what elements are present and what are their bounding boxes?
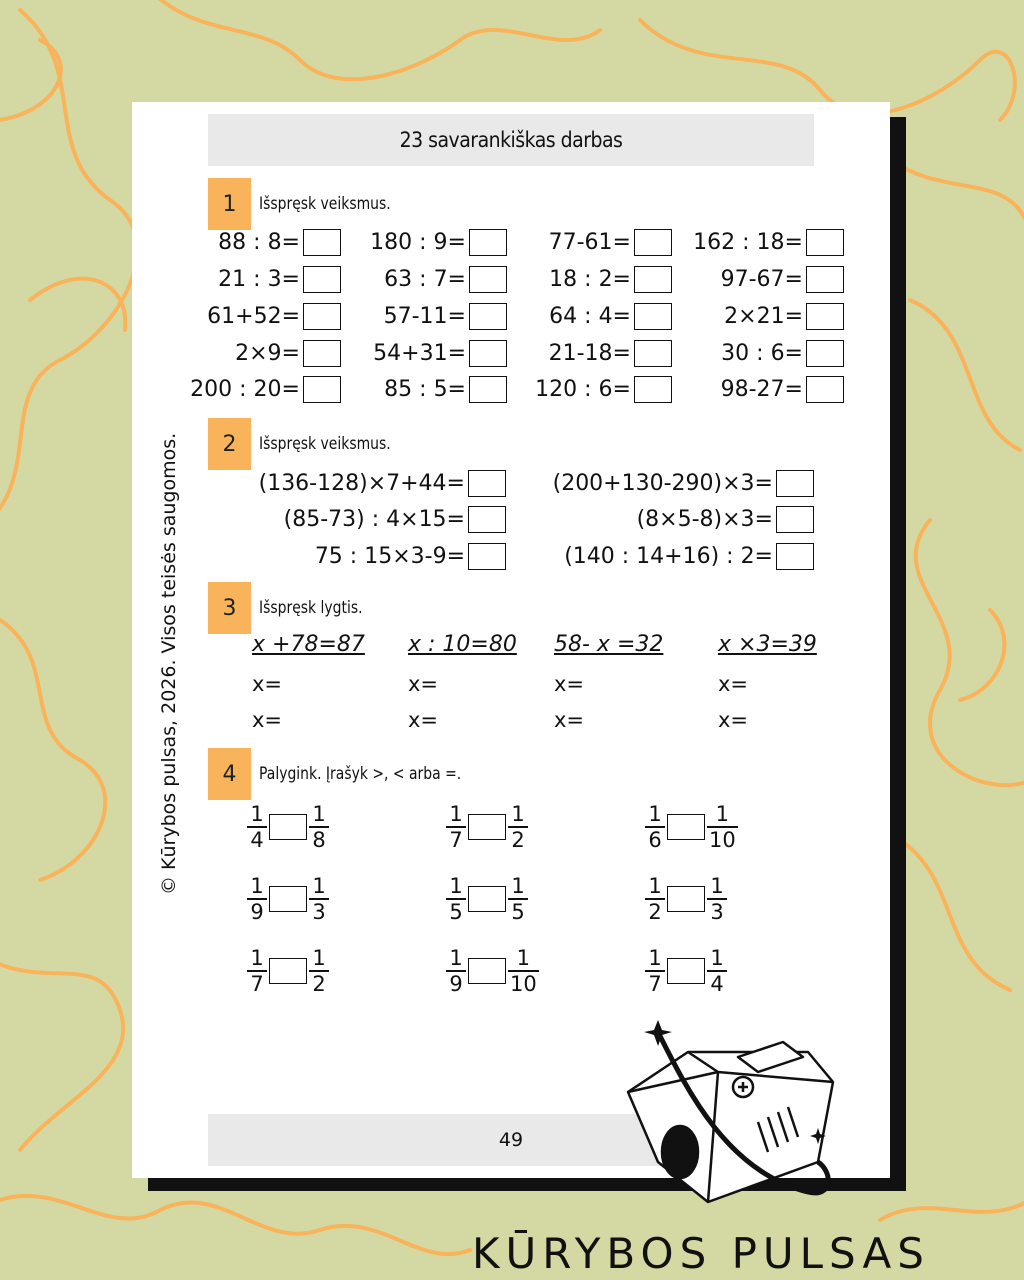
task-number: 4 xyxy=(208,748,251,800)
answer-box[interactable] xyxy=(806,229,844,256)
denominator: 9 xyxy=(449,972,463,996)
answer-box[interactable] xyxy=(303,303,341,330)
fraction xyxy=(707,874,727,924)
exercise xyxy=(724,303,844,330)
exercise-expression: (136-128)×7+44= xyxy=(258,471,465,496)
fraction xyxy=(247,946,267,996)
exercise-expression: 162 : 18= xyxy=(693,230,803,255)
page-title: 23 savarankiškas darbas xyxy=(208,114,814,166)
answer-box[interactable] xyxy=(634,340,672,367)
fraction xyxy=(508,802,528,852)
exercise-expression: 120 : 6= xyxy=(535,377,631,402)
equation: x +78=87 xyxy=(252,632,365,657)
exercise xyxy=(549,229,672,256)
comparison xyxy=(247,946,329,996)
answer-box[interactable] xyxy=(776,543,814,570)
equation: 58- x =32 xyxy=(554,632,664,657)
exercise xyxy=(259,470,506,497)
task-number: 3 xyxy=(208,582,251,634)
fraction xyxy=(446,874,466,924)
fraction xyxy=(508,874,528,924)
exercise xyxy=(218,266,341,293)
exercise-expression: (85-73) : 4×15= xyxy=(283,507,465,532)
exercise-expression: 85 : 5= xyxy=(384,377,466,402)
answer-label[interactable]: x= xyxy=(408,672,439,696)
denominator: 8 xyxy=(312,828,326,852)
numerator: 1 xyxy=(648,802,662,826)
numerator: 1 xyxy=(648,946,662,970)
exercise-expression: 2×21= xyxy=(724,304,803,329)
numerator: 1 xyxy=(312,874,326,898)
fraction xyxy=(309,874,329,924)
exercise-expression: 98-27= xyxy=(720,377,803,402)
answer-box[interactable] xyxy=(806,266,844,293)
task-instruction: Palygink. Įrašyk >, < arba =. xyxy=(259,764,462,784)
fraction xyxy=(446,802,466,852)
denominator: 4 xyxy=(710,972,724,996)
comparison xyxy=(645,946,727,996)
comparison-box[interactable] xyxy=(468,886,506,912)
answer-box[interactable] xyxy=(634,266,672,293)
denominator: 4 xyxy=(250,828,264,852)
numerator: 1 xyxy=(516,946,531,970)
comparison xyxy=(645,802,738,852)
exercise xyxy=(693,229,844,256)
denominator: 2 xyxy=(511,828,525,852)
denominator: 5 xyxy=(511,900,525,924)
exercise-expression: 75 : 15×3-9= xyxy=(314,544,465,569)
numerator: 1 xyxy=(648,874,662,898)
numerator: 1 xyxy=(715,802,730,826)
answer-box[interactable] xyxy=(806,303,844,330)
answer-box[interactable] xyxy=(469,229,507,256)
fraction xyxy=(645,802,665,852)
numerator: 1 xyxy=(511,802,525,826)
fraction xyxy=(645,874,665,924)
comparison xyxy=(446,802,528,852)
comparison-box[interactable] xyxy=(269,886,307,912)
comparison-box[interactable] xyxy=(269,958,307,984)
fraction xyxy=(309,802,329,852)
numerator: 1 xyxy=(250,802,264,826)
exercise xyxy=(564,543,814,570)
exercise xyxy=(235,340,341,367)
exercise xyxy=(315,543,506,570)
exercise xyxy=(637,506,814,533)
exercise xyxy=(721,340,844,367)
answer-label[interactable]: x= xyxy=(554,708,585,732)
task-4-header xyxy=(208,748,506,800)
answer-box[interactable] xyxy=(469,303,507,330)
answer-label[interactable]: x= xyxy=(408,708,439,732)
answer-label[interactable]: x= xyxy=(252,672,283,696)
exercise-expression: 21 : 3= xyxy=(218,267,300,292)
answer-box[interactable] xyxy=(634,303,672,330)
exercise xyxy=(218,229,341,256)
exercise xyxy=(384,303,507,330)
fraction xyxy=(707,946,727,996)
answer-box[interactable] xyxy=(468,506,506,533)
fraction xyxy=(508,946,539,996)
answer-box[interactable] xyxy=(303,266,341,293)
fraction xyxy=(645,946,665,996)
fraction xyxy=(446,946,466,996)
comparison-box[interactable] xyxy=(269,814,307,840)
fraction xyxy=(707,802,738,852)
exercise xyxy=(721,376,844,403)
denominator: 3 xyxy=(710,900,724,924)
answer-box[interactable] xyxy=(303,376,341,403)
answer-label[interactable]: x= xyxy=(554,672,585,696)
denominator: 10 xyxy=(510,972,537,996)
denominator: 6 xyxy=(648,828,662,852)
comparison xyxy=(645,874,727,924)
exercise-expression: (8×5-8)×3= xyxy=(636,507,773,532)
exercise xyxy=(284,506,506,533)
exercise-expression: 63 : 7= xyxy=(384,267,466,292)
numerator: 1 xyxy=(312,946,326,970)
exercise xyxy=(384,266,507,293)
task-number: 2 xyxy=(208,418,251,470)
exercise-expression: 2×9= xyxy=(235,341,300,366)
exercise-expression: 57-11= xyxy=(383,304,466,329)
exercise xyxy=(373,340,507,367)
comparison-box[interactable] xyxy=(667,958,705,984)
denominator: 2 xyxy=(648,900,662,924)
comparison-box[interactable] xyxy=(468,814,506,840)
exercise-expression: 88 : 8= xyxy=(218,230,300,255)
equation: x ×3=39 xyxy=(718,632,817,657)
exercise xyxy=(553,470,814,497)
answer-box[interactable] xyxy=(776,470,814,497)
denominator: 3 xyxy=(312,900,326,924)
comparison xyxy=(446,874,528,924)
numerator: 1 xyxy=(250,874,264,898)
comparison-box[interactable] xyxy=(667,886,705,912)
fraction xyxy=(247,874,267,924)
answer-label[interactable]: x= xyxy=(718,708,749,732)
copyright-notice: © Kūrybos pulsas, 2026. Visos teisės saugomos. xyxy=(158,432,180,895)
numerator: 1 xyxy=(449,802,463,826)
denominator: 9 xyxy=(250,900,264,924)
brand-logo: KŪRYBOS PULSAS xyxy=(472,1229,930,1278)
numerator: 1 xyxy=(511,874,525,898)
exercise xyxy=(549,340,672,367)
denominator: 7 xyxy=(648,972,662,996)
exercise-expression: 77-61= xyxy=(548,230,631,255)
denominator: 5 xyxy=(449,900,463,924)
exercise-expression: (200+130-290)×3= xyxy=(552,471,773,496)
answer-box[interactable] xyxy=(469,266,507,293)
answer-box[interactable] xyxy=(468,470,506,497)
numerator: 1 xyxy=(250,946,264,970)
answer-label[interactable]: x= xyxy=(252,708,283,732)
denominator: 2 xyxy=(312,972,326,996)
exercise xyxy=(549,266,672,293)
page-number: 49 xyxy=(498,1129,524,1151)
exercise xyxy=(384,376,507,403)
exercise-expression: 200 : 20= xyxy=(190,377,300,402)
exercise xyxy=(207,303,341,330)
numerator: 1 xyxy=(710,874,724,898)
exercise-expression: 97-67= xyxy=(720,267,803,292)
task-number: 1 xyxy=(208,178,251,230)
answer-box[interactable] xyxy=(468,543,506,570)
denominator: 10 xyxy=(709,828,736,852)
comparison-box[interactable] xyxy=(468,958,506,984)
answer-label[interactable]: x= xyxy=(718,672,749,696)
exercise xyxy=(549,303,672,330)
comparison xyxy=(247,802,329,852)
task-1-header xyxy=(208,178,420,230)
numerator: 1 xyxy=(449,874,463,898)
fraction xyxy=(247,802,267,852)
numerator: 1 xyxy=(449,946,463,970)
exercise-expression: 21-18= xyxy=(548,341,631,366)
comparison-box[interactable] xyxy=(667,814,705,840)
task-3-header xyxy=(208,582,385,634)
exercise-expression: 61+52= xyxy=(207,304,300,329)
task-instruction: Išspręsk lygtis. xyxy=(259,598,363,618)
exercise-expression: 180 : 9= xyxy=(370,230,466,255)
exercise xyxy=(721,266,844,293)
pencil-sharpener-illustration xyxy=(618,1012,848,1212)
equation: x : 10=80 xyxy=(408,632,517,657)
task-instruction: Išspręsk veiksmus. xyxy=(259,434,391,454)
answer-box[interactable] xyxy=(776,506,814,533)
answer-box[interactable] xyxy=(634,376,672,403)
answer-box[interactable] xyxy=(469,340,507,367)
exercise-expression: 30 : 6= xyxy=(721,341,803,366)
exercise-expression: 18 : 2= xyxy=(549,267,631,292)
exercise-expression: 64 : 4= xyxy=(549,304,631,329)
denominator: 7 xyxy=(449,828,463,852)
numerator: 1 xyxy=(312,802,326,826)
exercise xyxy=(370,229,507,256)
answer-box[interactable] xyxy=(469,376,507,403)
exercise xyxy=(535,376,672,403)
answer-box[interactable] xyxy=(303,340,341,367)
answer-box[interactable] xyxy=(634,229,672,256)
comparison xyxy=(446,946,539,996)
numerator: 1 xyxy=(710,946,724,970)
comparison xyxy=(247,874,329,924)
answer-box[interactable] xyxy=(806,376,844,403)
task-2-header xyxy=(208,418,420,470)
exercise-expression: (140 : 14+16) : 2= xyxy=(564,544,773,569)
fraction xyxy=(309,946,329,996)
exercise-expression: 54+31= xyxy=(373,341,466,366)
answer-box[interactable] xyxy=(806,340,844,367)
denominator: 7 xyxy=(250,972,264,996)
exercise xyxy=(190,376,341,403)
task-instruction: Išspręsk veiksmus. xyxy=(259,194,391,214)
answer-box[interactable] xyxy=(303,229,341,256)
